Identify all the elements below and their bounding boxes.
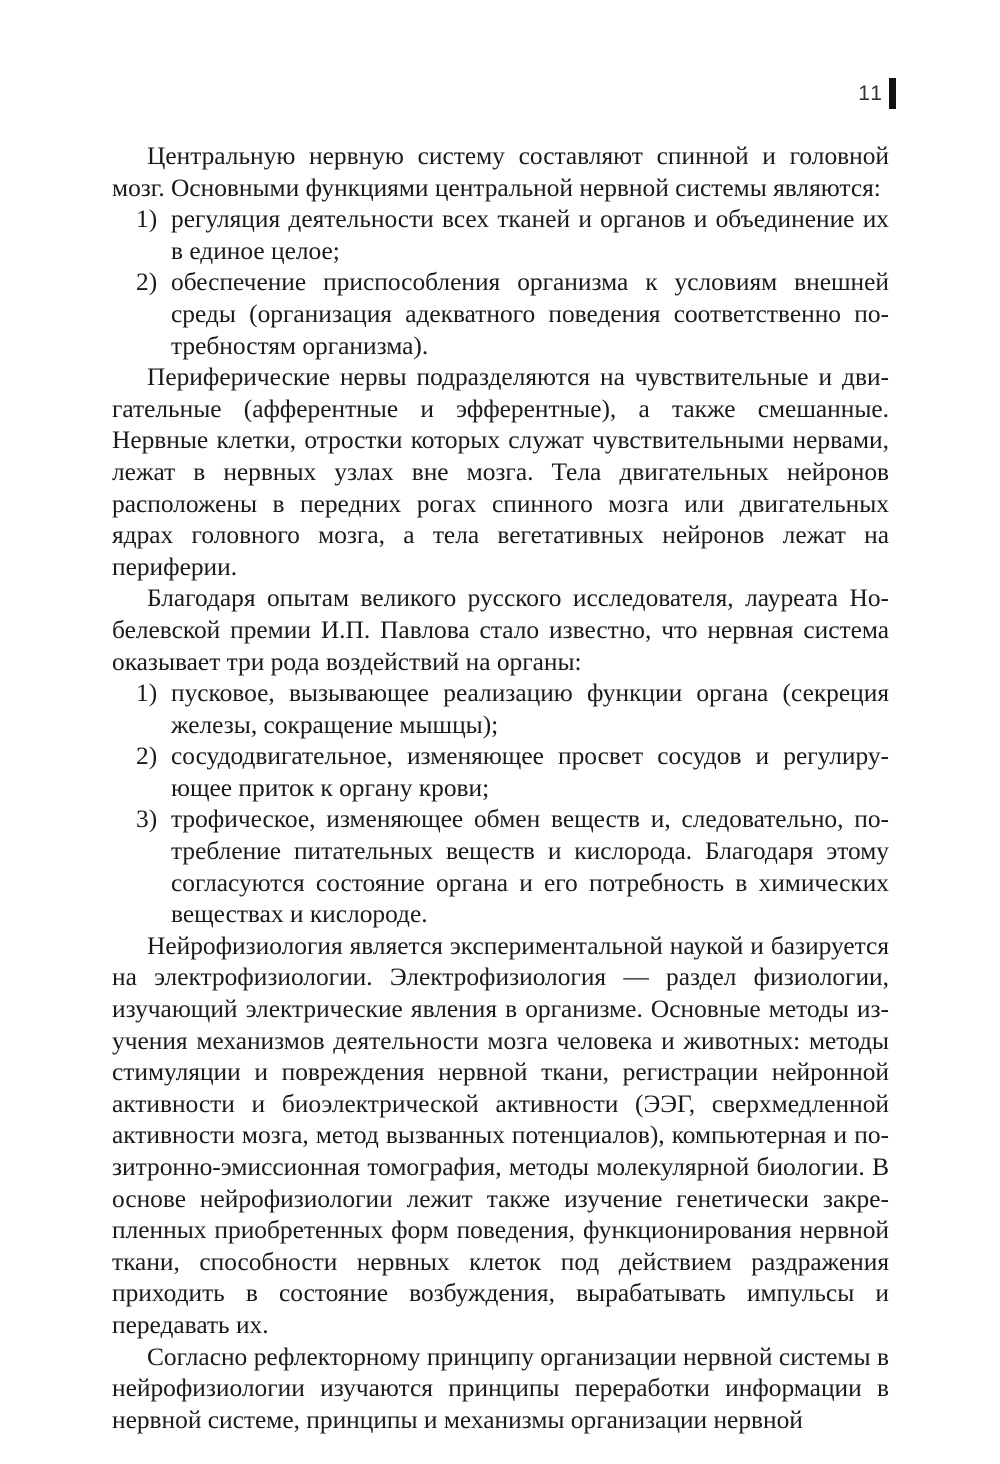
list-item-text: сосудодвигательное, изменяющее просвет сосудов и регулирующее приток к органу крови;: [171, 742, 889, 802]
list-item: [112, 204, 889, 267]
body-text: [112, 141, 889, 1436]
list-item-number: 2): [136, 742, 158, 771]
paragraph-cns: Центральную нервную систему составляют спинной и головной мозг. Основными функциями центральной нервной системы являются:: [112, 142, 889, 202]
list-item-number: 1): [136, 679, 158, 708]
list-item: [112, 741, 889, 804]
paragraph-pavlov: Благодаря опытам великого русского исследователя, лауреата Нобелевской премии И.П. Павлова стало известно, что нервная система оказывает три рода воздействий на органы:: [112, 584, 889, 676]
list-item: [112, 804, 889, 930]
paragraph-neurophysiology: Нейрофизиология является экспериментальной наукой и базируется на электрофизиологии. Электрофизиология — раздел физиологии, изучающий электрические явления в организме. Основные методы изучения механизмов деятельности мозга человека и животных: методы стимуляции и повреждения нервной ткани, регистрации нейронной активности и биоэлектрической активности (ЭЭГ, сверхмедленной активности мозга, метод вызванных потенциалов), компьютерная и позитронно-эмиссионная томография, методы молекулярной биологии. В основе нейрофизиологии лежит также изучение генетически закрепленных приобретенных форм поведения, функционирования нервной ткани, способности нервных клеток под действием раздражения приходить в состояние возбуждения, вырабатывать импульсы и передавать их.: [112, 931, 889, 1339]
paragraph-peripheral-nerves: Периферические нервы подразделяются на чувствительные и двигательные (афферентные и эфферентные), а также смешанные. Нервные клетки, отростки которых служат чувствительными нервами, лежат в нервных узлах вне мозга. Тела двигательных нейронов расположены в передних рогах спинного мозга или двигательных ядрах головного мозга, а тела вегетативных нейронов лежат на периферии.: [112, 363, 889, 581]
list-item-text: регуляция деятельности всех тканей и органов и объединение их в единое целое;: [171, 205, 889, 265]
list-cns-functions: [112, 204, 889, 362]
list-nervous-influences: [112, 678, 889, 931]
page-number-bar: [889, 78, 896, 109]
list-item: [112, 678, 889, 741]
list-item-number: 1): [136, 205, 158, 234]
list-item-text: обеспечение приспособления организма к условиям внешней среды (организация адекватного поведения соответственно потребностям организма).: [171, 268, 889, 360]
paragraph-reflex-principle: Согласно рефлекторному принципу организации нервной системы в нейрофизиологии изучаются принципы переработки информации в нервной системе, принципы и механизмы организации нервной: [112, 1342, 889, 1434]
list-item-number: 2): [136, 268, 158, 297]
list-item-text: трофическое, изменяющее обмен веществ и, следовательно, потребление питательных веществ и кислорода. Благодаря этому согласуются состояние органа и его потребность в химических веществах и кислороде.: [171, 805, 889, 929]
list-item-number: 3): [136, 805, 158, 834]
page-number: 11: [858, 82, 884, 105]
list-item: [112, 267, 889, 362]
list-item-text: пусковое, вызывающее реализацию функции органа (секреция железы, сокращение мышцы);: [171, 679, 889, 739]
